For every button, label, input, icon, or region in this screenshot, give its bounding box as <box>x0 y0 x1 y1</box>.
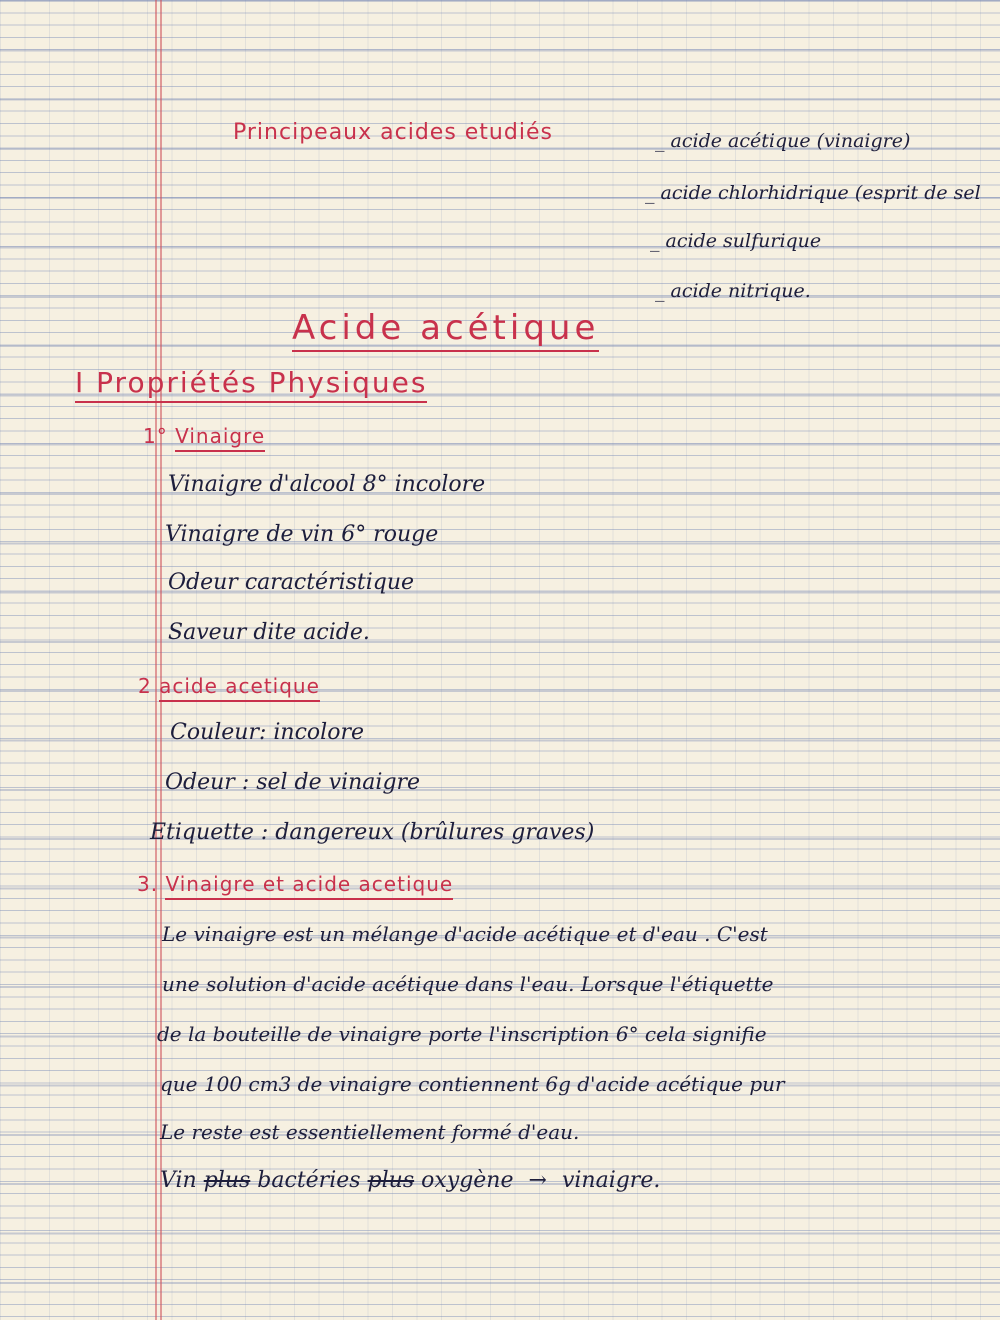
equation-start: Vin <box>160 1168 197 1193</box>
vinaigre-line-3: Odeur caractéristique <box>168 570 415 595</box>
paragraph-line-3: de la bouteille de vinaigre porte l'inscription 6° cela signifie <box>157 1022 767 1046</box>
acetic-line-1: Couleur: incolore <box>170 720 364 745</box>
subsection-3-number: 3. <box>137 872 159 896</box>
vinaigre-line-2: Vinaigre de vin 6° rouge <box>165 522 439 547</box>
subsection-2-number: 2 <box>138 674 152 698</box>
paragraph-line-4: que 100 cm3 de vinaigre contiennent 6g d'acide acétique pur <box>160 1072 785 1096</box>
equation-end: oxygène <box>421 1168 514 1193</box>
acid-item-nitric: _ acide nitrique. <box>655 280 811 302</box>
equation-line <box>160 1168 660 1193</box>
subsection-3-title: Vinaigre et acide acetique <box>165 872 453 900</box>
equation-result: vinaigre. <box>561 1168 661 1193</box>
arrow-right-icon: → <box>528 1168 547 1193</box>
paragraph-line-1: Le vinaigre est un mélange d'acide acétique et d'eau . C'est <box>162 922 768 946</box>
subsection-1-number: 1° <box>143 424 168 448</box>
vinaigre-line-4: Saveur dite acide. <box>168 620 370 645</box>
subsection-1-title: Vinaigre <box>175 424 265 452</box>
acetic-line-2: Odeur : sel de vinaigre <box>165 770 421 795</box>
acid-item-chlorhydric: _ acide chlorhidrique (esprit de sel <box>645 182 981 204</box>
equation-mid: bactéries <box>257 1168 361 1193</box>
equation-crossed-1: plus <box>203 1168 251 1193</box>
acid-item-sulfuric: _ acide sulfurique <box>650 230 822 252</box>
page-title: Acide acétique <box>292 308 599 348</box>
section-heading: I Propriétés Physiques <box>75 366 427 399</box>
acids-intro: Principeaux acides etudiés <box>233 120 553 145</box>
subsection-2-heading <box>138 674 320 698</box>
subsection-1-heading <box>143 424 265 448</box>
vinaigre-line-1: Vinaigre d'alcool 8° incolore <box>168 472 486 497</box>
paragraph-line-2: une solution d'acide acétique dans l'eau. Lorsque l'étiquette <box>162 972 774 996</box>
subsection-2-title: acide acetique <box>159 674 320 702</box>
acid-item-acetic: _ acide acétique (vinaigre) <box>655 130 911 152</box>
equation-crossed-2: plus <box>367 1168 415 1193</box>
acetic-line-3: Etiquette : dangereux (brûlures graves) <box>150 820 595 845</box>
paragraph-line-5: Le reste est essentiellement formé d'eau. <box>160 1120 580 1144</box>
subsection-3-heading <box>137 872 453 896</box>
